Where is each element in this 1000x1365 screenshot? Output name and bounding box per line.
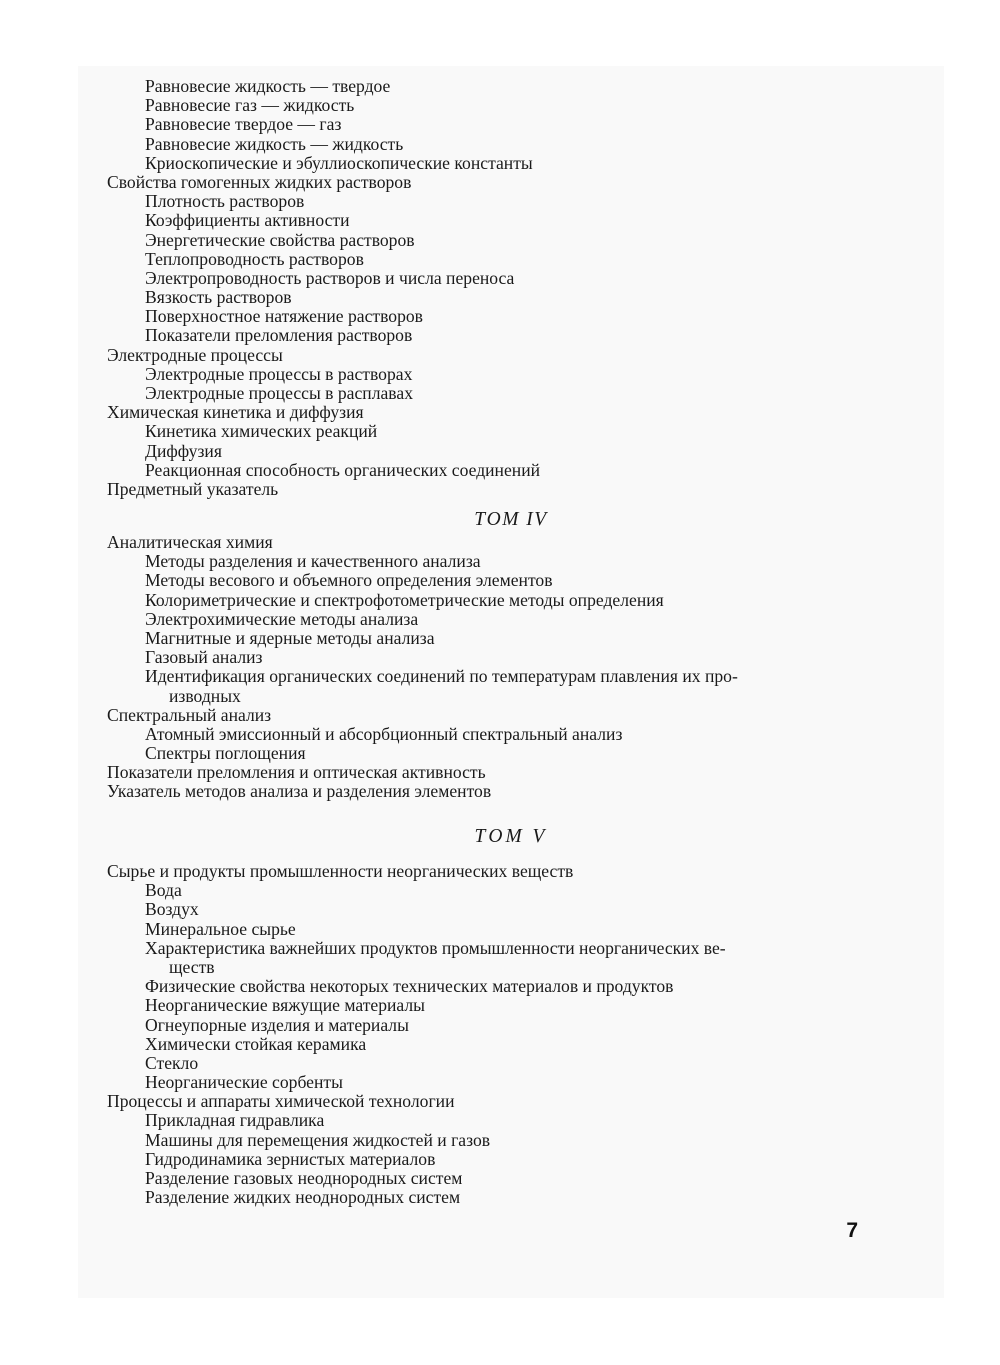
toc-subentry: Кинетика химических реакций — [145, 421, 378, 442]
toc-subentry: Стекло — [145, 1052, 199, 1073]
toc-subentry: Гидродинамика зернистых материалов — [145, 1148, 436, 1169]
toc-subentry: Разделение газовых неоднородных систем — [145, 1168, 463, 1188]
toc-chapter-entry: Спектральный анализ — [107, 704, 272, 725]
toc-subentry: изводных — [169, 685, 241, 706]
toc-subentry: Неорганические сорбенты — [145, 1072, 343, 1093]
toc-subentry: Машины для перемещения жидкостей и газов — [145, 1129, 491, 1150]
toc-subentry: Колориметрические и спектрофотометрические методы определения — [145, 589, 664, 610]
toc-subentry: Магнитные и ядерные методы анализа — [145, 627, 435, 648]
toc-subentry: Равновесие твердое — газ — [145, 114, 342, 135]
toc-subentry: Электродные процессы в расплавах — [145, 383, 413, 403]
toc-subentry: Электродные процессы в растворах — [145, 363, 413, 384]
toc-subentry: Вода — [145, 880, 182, 901]
toc-subentry: Вязкость растворов — [145, 287, 292, 308]
toc-chapter-entry: Аналитическая химия — [107, 532, 273, 552]
toc-chapter-entry: Указатель методов анализа и разделения элементов — [107, 781, 492, 802]
toc-subentry: ществ — [169, 956, 215, 977]
toc-subentry: Физические свойства некоторых технических материалов и продуктов — [145, 976, 674, 997]
toc-subentry: Диффузия — [145, 440, 222, 461]
toc-subentry: Идентификация органических соединений по температурам плавления их про- — [145, 666, 738, 687]
toc-subentry: Характеристика важнейших продуктов промышленности неорганических ве- — [145, 937, 726, 958]
toc-chapter-entry: Предметный указатель — [107, 478, 279, 499]
toc-chapter-entry: Сырье и продукты промышленности неорганических веществ — [107, 861, 574, 881]
toc-subentry: Реакционная способность органических соединений — [145, 459, 541, 480]
contents-section-tom4 — [78, 533, 944, 802]
toc-chapter-entry: Показатели преломления и оптическая активность — [107, 762, 486, 783]
toc-subentry: Поверхностное натяжение растворов — [145, 306, 423, 327]
toc-subentry: Химически стойкая керамика — [145, 1033, 367, 1054]
toc-subentry: Методы весового и объемного определения элементов — [145, 570, 553, 591]
contents-section-tom5 — [78, 862, 944, 1207]
toc-subentry: Коэффициенты активности — [145, 210, 350, 231]
toc-subentry: Огнеупорные изделия и материалы — [145, 1014, 409, 1035]
toc-subentry: Минеральное сырье — [145, 918, 296, 939]
toc-subentry: Теплопроводность растворов — [145, 248, 364, 269]
toc-subentry: Неорганические вяжущие материалы — [145, 995, 425, 1016]
toc-subentry: Атомный эмиссионный и абсорбционный спектральный анализ — [145, 723, 623, 744]
volume-heading-tom5: ТОМ V — [474, 826, 548, 847]
toc-subentry: Прикладная гидравлика — [145, 1110, 325, 1131]
toc-subentry: Спектры поглощения — [145, 743, 306, 764]
toc-chapter-entry: Электродные процессы — [107, 344, 283, 365]
toc-chapter-entry: Химическая кинетика и диффузия — [107, 402, 364, 423]
toc-subentry: Электропроводность растворов и числа переноса — [145, 267, 515, 288]
toc-subentry: Разделение жидких неоднородных систем — [145, 1187, 461, 1208]
toc-subentry: Плотность растворов — [145, 191, 305, 212]
volume-heading-tom4: ТОМ IV — [474, 509, 548, 530]
toc-subentry: Криоскопические и эбуллиоскопические константы — [145, 152, 533, 173]
toc-subentry: Энергетические свойства растворов — [145, 229, 415, 250]
toc-subentry: Равновесие жидкость — твердое — [145, 76, 391, 96]
toc-chapter-entry: Свойства гомогенных жидких растворов — [107, 171, 412, 192]
toc-subentry: Показатели преломления растворов — [145, 325, 413, 346]
toc-subentry: Воздух — [145, 899, 199, 920]
book-page — [78, 66, 944, 1298]
page-number: 7 — [846, 1219, 858, 1242]
contents-section-continued — [78, 77, 944, 499]
toc-chapter-entry: Процессы и аппараты химической технологии — [107, 1091, 455, 1112]
toc-subentry: Методы разделения и качественного анализа — [145, 551, 481, 572]
toc-subentry: Газовый анализ — [145, 647, 263, 668]
toc-subentry: Равновесие газ — жидкость — [145, 95, 355, 116]
toc-subentry: Электрохимические методы анализа — [145, 608, 419, 629]
toc-subentry: Равновесие жидкость — жидкость — [145, 133, 404, 154]
